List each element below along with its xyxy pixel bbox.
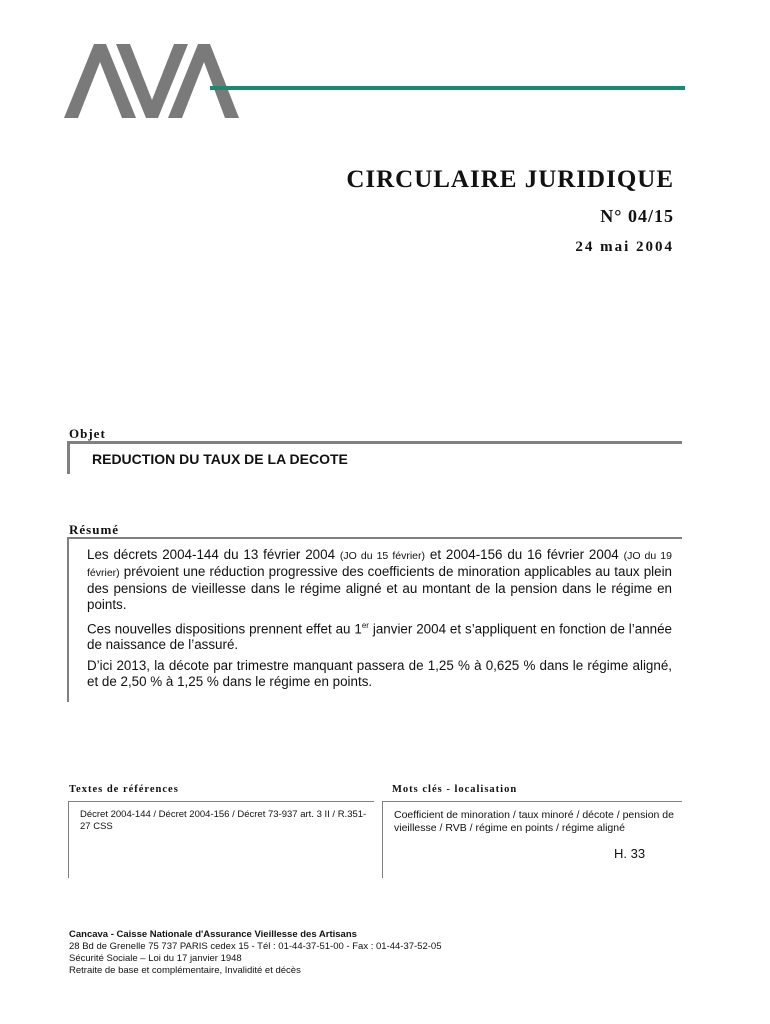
keywords-label: Mots clés - localisation [392, 784, 518, 795]
objet-label: Objet [69, 426, 106, 441]
resume-p2-text-b: janvier 2004 et s’appliquent en fonction de l’année de naissance de l’assuré. [87, 621, 672, 653]
resume-p1-jo-1: (JO du 15 février) [339, 550, 426, 562]
footer-address: 28 Bd de Grenelle 75 737 PARIS cedex 15 - Tél : 01-44-37-51-00 - Fax : 01-44-37-52-05 [69, 941, 442, 952]
classification-code: H. 33 [614, 846, 646, 861]
resume-p2-text-a: Ces nouvelles dispositions prennent effet au 1 [87, 621, 362, 637]
resume-side-bar [67, 537, 69, 702]
ava-logo [64, 42, 239, 120]
resume-p1-jo-2: (JO du 19 février) [87, 550, 672, 579]
objet-rule [69, 441, 682, 444]
references-label: Textes de références [69, 784, 179, 795]
footer [69, 929, 441, 977]
resume-paragraph-1 [87, 547, 672, 613]
resume-rule [69, 537, 682, 539]
resume-p2-superscript: er [361, 621, 369, 630]
references-side-bar [68, 801, 69, 878]
resume-p1-text-e: prévoient une réduction progressive des coefficients de minoration applicables au taux plein des pensions de vieillesse dans le régime aligné et au montant de la pension dans le régime en points. [87, 564, 672, 612]
logo-rule [210, 86, 685, 90]
resume-paragraph-3: D’ici 2013, la décote par trimestre manquant passera de 1,25 % à 0,625 % dans le régime aligné, et de 2,50 % à 1,25 % dans le régime en points. [87, 658, 672, 690]
keywords-rule [383, 801, 682, 802]
references-text: Décret 2004-144 / Décret 2004-156 / Décret 73-937 art. 3 II / R.351-27 CSS [80, 809, 367, 832]
footer-organisation: Cancava - Caisse Nationale d'Assurance Vieillesse des Artisans [69, 929, 357, 940]
objet-text: REDUCTION DU TAUX DE LA DECOTE [92, 451, 348, 467]
objet-side-bar [67, 441, 70, 474]
keywords-text: Coefficient de minoration / taux minoré / décote / pension de vieillesse / RVB / régime en points / régime aligné [394, 809, 674, 834]
circular-date: 24 mai 2004 [575, 239, 674, 255]
resume-p1-text-a: Les décrets 2004-144 du 13 février 2004 [87, 547, 336, 562]
resume-body [87, 547, 672, 695]
footer-securite-sociale: Sécurité Sociale – Loi du 17 janvier 1948 [69, 953, 242, 964]
resume-label: Résumé [69, 522, 120, 537]
document-title: CIRCULAIRE JURIDIQUE [346, 166, 674, 193]
references-rule [69, 801, 374, 802]
resume-paragraph-2 [87, 618, 672, 653]
keywords-side-bar [382, 801, 383, 878]
circular-number: N° 04/15 [600, 206, 674, 226]
footer-retraite: Retraite de base et complémentaire, Invalidité et décès [69, 965, 301, 976]
resume-p1-text-c: et 2004-156 du 16 février 2004 [429, 547, 619, 562]
